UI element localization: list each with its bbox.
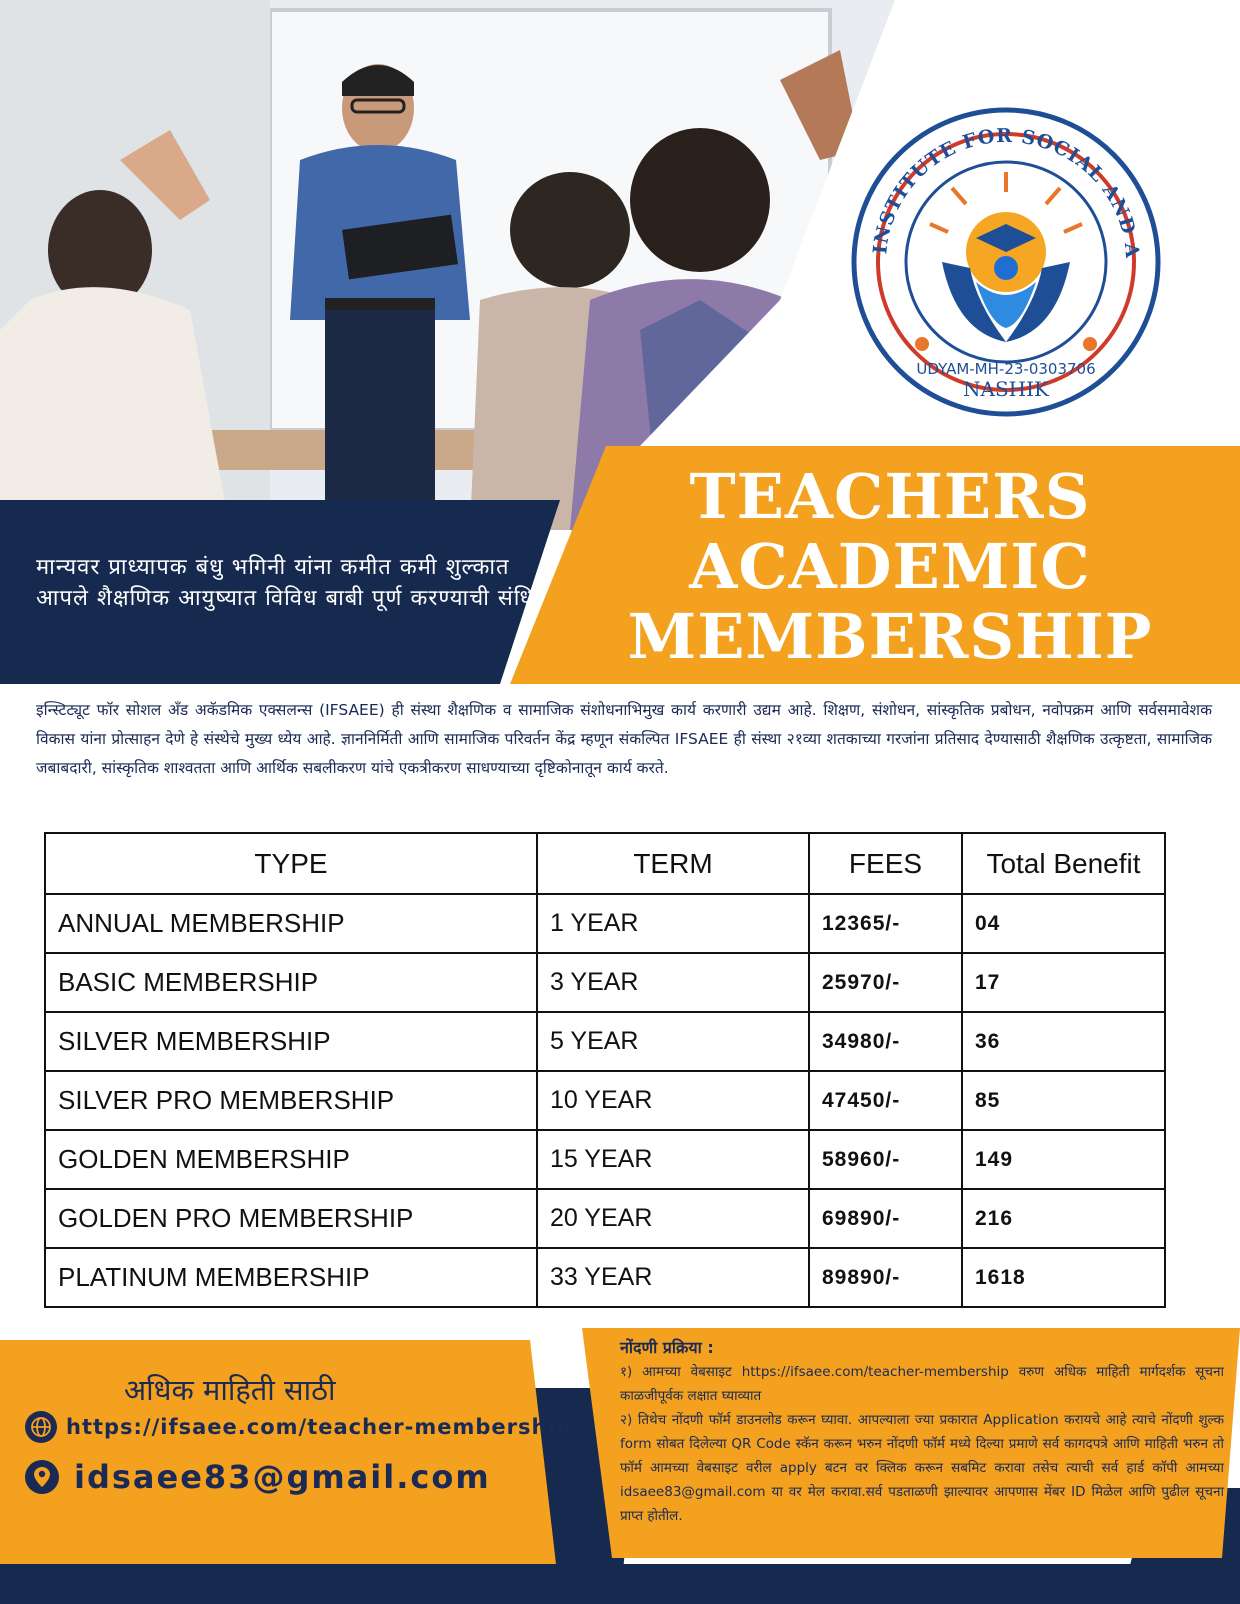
title-line-2: ACADEMIC	[689, 530, 1091, 603]
cell-term: 5 YEAR	[537, 1012, 809, 1071]
cell-benefit: 17	[962, 953, 1165, 1012]
cell-fees: 89890/-	[809, 1248, 962, 1307]
page-title	[600, 462, 1180, 672]
location-pin-icon	[24, 1459, 60, 1495]
cell-type: GOLDEN MEMBERSHIP	[45, 1130, 537, 1189]
membership-table	[44, 832, 1166, 1308]
cell-type: PLATINUM MEMBERSHIP	[45, 1248, 537, 1307]
table-row	[45, 1130, 1165, 1189]
header-total-benefit: Total Benefit	[962, 833, 1165, 894]
procedure-title: नोंदणी प्रक्रिया :	[620, 1338, 714, 1357]
cell-benefit: 1618	[962, 1248, 1165, 1307]
table-header-row	[45, 833, 1165, 894]
cell-fees: 25970/-	[809, 953, 962, 1012]
table-row	[45, 1248, 1165, 1307]
procedure-step-2: २) तिथेच नोंदणी फॉर्म डाउनलोड करून घ्यावा. आपल्याला ज्या प्रकारात Application करायचे आहे त्याचे नोंदणी शुल्क form सोबत दिलेल्या QR Code स्कॅन करून भरुन नोंदणी फॉर्म मध्ये दिल्या प्रमाणे सर्व कागदपत्रे आणि माहिती भरुन तो फॉर्म आमच्या वेबसाइट वरील apply बटन वर क्लिक करून सबमिट करावा तसेच त्याची सर्व हार्ड कॉपी आमच्या idsaee83@gmail.com या वर मेल करावा.सर्व पडताळणी झाल्यावर आपणास मेंबर ID मिळेल आणि पुढील सूचना प्राप्त होतील.	[620, 1412, 1224, 1524]
cell-term: 3 YEAR	[537, 953, 809, 1012]
email-link[interactable]: idsaee83@gmail.com	[74, 1458, 491, 1496]
cell-benefit: 85	[962, 1071, 1165, 1130]
table-row	[45, 1071, 1165, 1130]
cell-benefit: 04	[962, 894, 1165, 953]
cell-term: 1 YEAR	[537, 894, 809, 953]
header-fees: FEES	[809, 833, 962, 894]
title-line-3: MEMBERSHIP	[627, 600, 1153, 673]
table-row	[45, 1189, 1165, 1248]
cell-type: BASIC MEMBERSHIP	[45, 953, 537, 1012]
marathi-tagline: मान्यवर प्राध्यापक बंधु भगिनी यांना कमीत कमी शुल्कात आपले शैक्षणिक आयुष्यात विविध बाबी पूर्ण करण्याची संधि	[36, 555, 535, 611]
cell-term: 15 YEAR	[537, 1130, 809, 1189]
email-row[interactable]	[24, 1458, 491, 1496]
cell-benefit: 149	[962, 1130, 1165, 1189]
table-row	[45, 894, 1165, 953]
cell-type: GOLDEN PRO MEMBERSHIP	[45, 1189, 537, 1248]
ifsaee-logo	[846, 92, 1166, 432]
cell-term: 10 YEAR	[537, 1071, 809, 1130]
logo-city-text: NASHIK	[963, 377, 1049, 401]
table-row	[45, 1012, 1165, 1071]
website-row[interactable]	[24, 1410, 572, 1444]
cell-fees: 34980/-	[809, 1012, 962, 1071]
cell-term: 33 YEAR	[537, 1248, 809, 1307]
website-link[interactable]: https://ifsaee.com/teacher-membership	[66, 1415, 572, 1439]
cell-fees: 58960/-	[809, 1130, 962, 1189]
cell-fees: 69890/-	[809, 1189, 962, 1248]
table-row	[45, 953, 1165, 1012]
intro-paragraph: इन्स्टिट्यूट फॉर सोशल अँड अकॅडमिक एक्सलन्स (IFSAEE) ही संस्था शैक्षणिक व सामाजिक संशोधनाभिमुख कार्य करणारी उद्यम आहे. शिक्षण, संशोधन, सांस्कृतिक प्रबोधन, नवोपक्रम आणि सर्वसमावेशक विकास यांना प्रोत्साहन देणे हे संस्थेचे मुख्य ध्येय आहे. ज्ञाननिर्मिती आणि सामाजिक परिवर्तन केंद्र म्हणून संकल्पित IFSAEE ही संस्था २१व्या शतकाच्या गरजांना प्रतिसाद देण्यासाठी शैक्षणिक उत्कृष्टता, सामाजिक जबाबदारी, सांस्कृतिक शाश्वतता आणि आर्थिक सबलीकरण यांचे एकत्रीकरण साधण्याच्या दृष्टिकोनातून कार्य करते.	[36, 701, 1212, 777]
cell-fees: 47450/-	[809, 1071, 962, 1130]
cell-type: SILVER PRO MEMBERSHIP	[45, 1071, 537, 1130]
logo-arc-text: INSTITUTE FOR SOCIAL AND A	[869, 124, 1144, 260]
cell-type: SILVER MEMBERSHIP	[45, 1012, 537, 1071]
header-type: TYPE	[45, 833, 537, 894]
header-term: TERM	[537, 833, 809, 894]
cell-benefit: 216	[962, 1189, 1165, 1248]
more-info-title: अधिक माहिती साठी	[124, 1373, 336, 1407]
registration-procedure	[620, 1336, 1224, 1528]
cell-type: ANNUAL MEMBERSHIP	[45, 894, 537, 953]
procedure-step-1: १) आमच्या वेबसाइट https://ifsaee.com/teacher-membership वरुण अधिक माहिती मार्गदर्शक सूचना काळजीपूर्वक लक्षात घ्याव्यात	[620, 1364, 1224, 1404]
cell-benefit: 36	[962, 1012, 1165, 1071]
globe-icon	[24, 1410, 58, 1444]
title-line-1: TEACHERS	[689, 460, 1091, 533]
logo-udyam-text: UDYAM-MH-23-0303706	[916, 360, 1096, 378]
cell-term: 20 YEAR	[537, 1189, 809, 1248]
cell-fees: 12365/-	[809, 894, 962, 953]
